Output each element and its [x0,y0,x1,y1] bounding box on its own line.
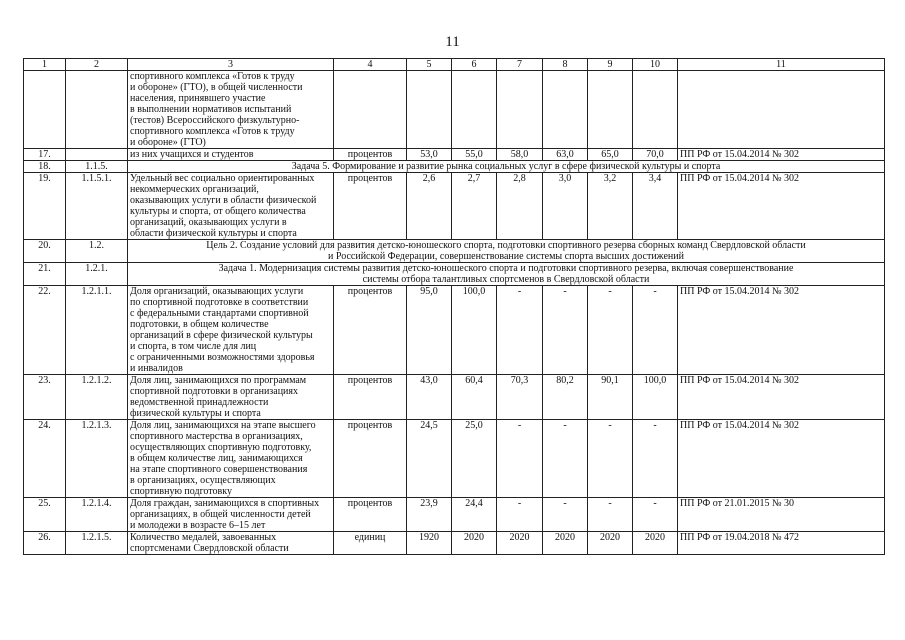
row-code-cell: 1.2. [66,240,128,263]
row-number-cell [24,71,66,149]
value-cell: 2020 [452,532,497,555]
value-cell: 1920 [407,532,452,555]
empty-cell [588,71,633,149]
value-cell: 100,0 [452,286,497,375]
column-header: 1 [24,59,66,71]
column-header: 10 [633,59,678,71]
indicator-name-cell: Доля граждан, занимающихся в спортивных организациях, в общей численности детей и молодежи в возрасте 6–15 лет [128,498,334,532]
value-cell: - [497,420,543,498]
indicator-name-cell: Доля организаций, оказывающих услуги по спортивной подготовке в соответствии с федеральными стандартами спортивной подготовки, в общем количестве организаций в сфере физической культуры и спорта, в том числе для лиц с ограниченными возможностями здоровья и инвалидов [128,286,334,375]
indicator-name-cell: Доля лиц, занимающихся на этапе высшего спортивного мастерства в организациях, осуществляющих спортивную подготовку, в общем количестве лиц, занимающихся на этапе спортивного совершенствования в организациях, осуществляющих спортивную подготовку [128,420,334,498]
source-cell: ПП РФ от 21.01.2015 № 30 [678,498,885,532]
row-number-cell: 24. [24,420,66,498]
indicator-name-cell: из них учащихся и студентов [128,149,334,161]
value-cell: 58,0 [497,149,543,161]
unit-cell: процентов [334,498,407,532]
table-row [24,420,885,498]
column-header: 5 [407,59,452,71]
row-code-cell: 1.1.5.1. [66,173,128,240]
column-header: 7 [497,59,543,71]
empty-cell [407,71,452,149]
unit-cell: процентов [334,286,407,375]
row-number-cell: 18. [24,161,66,173]
value-cell: 23,9 [407,498,452,532]
row-number-cell: 22. [24,286,66,375]
row-code-cell: 1.2.1.5. [66,532,128,555]
table-row [24,286,885,375]
value-cell: - [633,420,678,498]
indicator-name-cell: Количество медалей, завоеванных спортсменами Свердловской области [128,532,334,555]
table-row [24,161,885,173]
value-cell: 25,0 [452,420,497,498]
value-cell: - [497,286,543,375]
value-cell: 43,0 [407,375,452,420]
value-cell: - [588,498,633,532]
table-row [24,263,885,286]
source-cell: ПП РФ от 15.04.2014 № 302 [678,420,885,498]
table-row [24,375,885,420]
empty-cell [633,71,678,149]
row-code-cell: 1.2.1.1. [66,286,128,375]
row-code-cell: 1.2.1.4. [66,498,128,532]
column-header: 9 [588,59,633,71]
value-cell: 2020 [497,532,543,555]
row-number-cell: 21. [24,263,66,286]
source-cell: ПП РФ от 15.04.2014 № 302 [678,173,885,240]
empty-cell [678,71,885,149]
table-row [24,498,885,532]
empty-cell [497,71,543,149]
column-header: 8 [543,59,588,71]
table-row [24,149,885,161]
page-number: 11 [445,34,460,50]
value-cell: 24,5 [407,420,452,498]
section-title-cell: Задача 1. Модернизация системы развития детско-юношеского спорта и подготовки спортивного резерва, включая совершенствование системы отбора талантливых спортсменов в Свердловской области [128,263,885,286]
table-row [24,240,885,263]
row-code-cell [66,149,128,161]
value-cell: 55,0 [452,149,497,161]
column-header: 4 [334,59,407,71]
row-number-cell: 25. [24,498,66,532]
column-header: 11 [678,59,885,71]
value-cell: 3,4 [633,173,678,240]
row-code-cell: 1.2.1.3. [66,420,128,498]
value-cell: - [543,286,588,375]
value-cell: - [633,498,678,532]
source-cell: ПП РФ от 19.04.2018 № 472 [678,532,885,555]
table-row [24,532,885,555]
indicators-table [23,58,885,555]
value-cell: 2,6 [407,173,452,240]
value-cell: 2,8 [497,173,543,240]
value-cell: 90,1 [588,375,633,420]
unit-cell: единиц [334,532,407,555]
row-number-cell: 19. [24,173,66,240]
value-cell: 70,3 [497,375,543,420]
value-cell: 2020 [633,532,678,555]
table-row [24,71,885,149]
value-cell: 65,0 [588,149,633,161]
indicator-name-cell: Доля лиц, занимающихся по программам спортивной подготовки в организациях ведомственной принадлежности физической культуры и спорта [128,375,334,420]
column-header: 3 [128,59,334,71]
value-cell: 3,2 [588,173,633,240]
indicator-name-cell: спортивного комплекса «Готов к труду и обороне» (ГТО), в общей численности населения, принявшего участие в выполнении нормативов испытаний (тестов) Всероссийского физкультурно- спортивного комплекса «Готов к труду и обороне» (ГТО) [128,71,334,149]
column-header: 6 [452,59,497,71]
value-cell: 2020 [543,532,588,555]
value-cell: 80,2 [543,375,588,420]
value-cell: 53,0 [407,149,452,161]
value-cell: 70,0 [633,149,678,161]
empty-cell [452,71,497,149]
indicator-name-cell: Удельный вес социально ориентированных некоммерческих организаций, оказывающих услуги в области физической культуры и спорта, от общего количества организаций, оказывающих услуги в области физической культуры и спорта [128,173,334,240]
table-row [24,173,885,240]
value-cell: 63,0 [543,149,588,161]
value-cell: 60,4 [452,375,497,420]
row-code-cell: 1.2.1.2. [66,375,128,420]
section-title-cell: Задача 5. Формирование и развитие рынка социальных услуг в сфере физической культуры и спорта [128,161,885,173]
value-cell: 2,7 [452,173,497,240]
value-cell: - [588,420,633,498]
empty-cell [543,71,588,149]
column-header-row [24,59,885,71]
row-number-cell: 26. [24,532,66,555]
value-cell: 24,4 [452,498,497,532]
column-header: 2 [66,59,128,71]
value-cell: 100,0 [633,375,678,420]
unit-cell: процентов [334,173,407,240]
value-cell: - [497,498,543,532]
value-cell: 2020 [588,532,633,555]
value-cell: - [633,286,678,375]
source-cell: ПП РФ от 15.04.2014 № 302 [678,375,885,420]
row-number-cell: 20. [24,240,66,263]
value-cell: 3,0 [543,173,588,240]
row-number-cell: 17. [24,149,66,161]
source-cell: ПП РФ от 15.04.2014 № 302 [678,286,885,375]
unit-cell: процентов [334,149,407,161]
row-code-cell: 1.1.5. [66,161,128,173]
row-code-cell [66,71,128,149]
empty-cell [334,71,407,149]
unit-cell: процентов [334,375,407,420]
row-code-cell: 1.2.1. [66,263,128,286]
value-cell: - [588,286,633,375]
source-cell: ПП РФ от 15.04.2014 № 302 [678,149,885,161]
value-cell: - [543,498,588,532]
row-number-cell: 23. [24,375,66,420]
value-cell: 95,0 [407,286,452,375]
section-title-cell: Цель 2. Создание условий для развития детско-юношеского спорта, подготовки спортивного резерва сборных команд Свердловской области и Российской Федерации, совершенствование системы спорта высших достижений [128,240,885,263]
unit-cell: процентов [334,420,407,498]
value-cell: - [543,420,588,498]
